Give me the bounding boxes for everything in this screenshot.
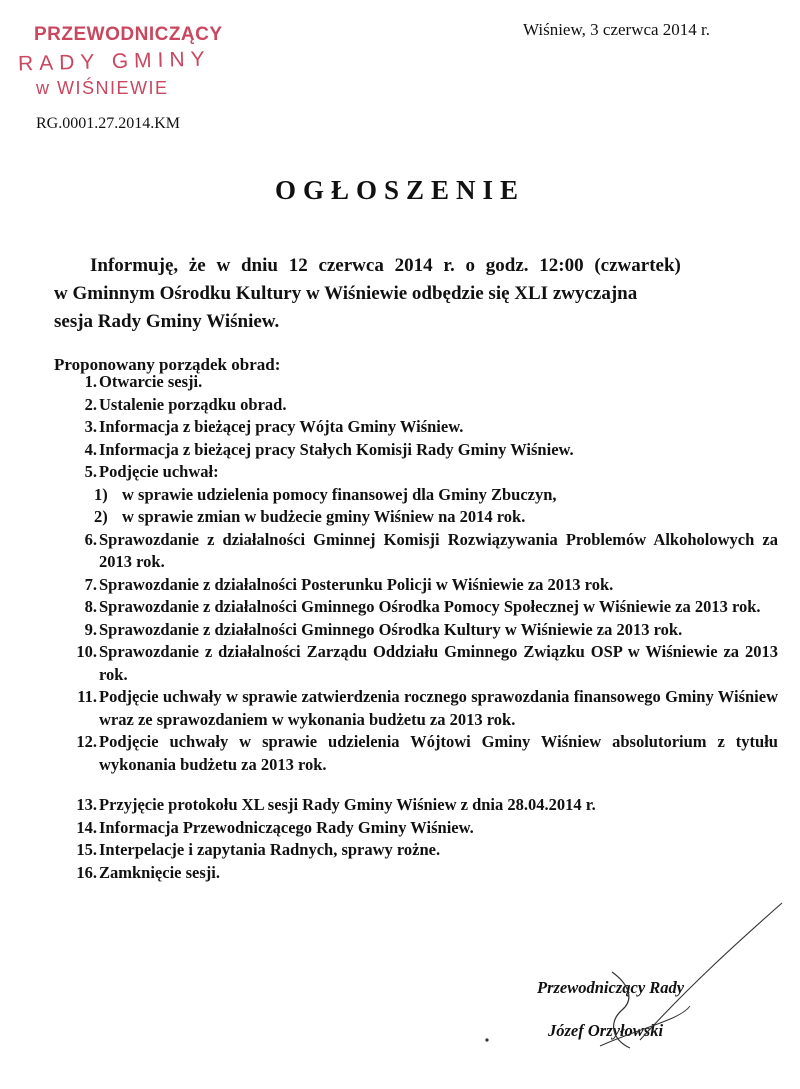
document-date: Wiśniew, 3 czerwca 2014 r. (523, 20, 711, 39)
stamp-line-1: PRZEWODNICZĄCY (34, 24, 223, 45)
agenda-item (54, 794, 778, 817)
agenda-item (54, 439, 778, 462)
announcement-line-3: sesja Rady Gminy Wiśniew. (54, 311, 280, 332)
agenda-item (54, 686, 778, 731)
agenda-item-text: Sprawozdanie z działalności Gminnego Ośrodka Kultury w Wiśniewie za 2013 rok. (99, 619, 683, 639)
agenda-item (54, 862, 778, 885)
agenda-item-number: 10. (76, 642, 97, 661)
agenda-item (54, 529, 778, 574)
agenda-item-number: 15. (76, 840, 97, 859)
agenda-item-text: Podjęcie uchwały w sprawie udzielenia Wójtowi Gminy Wiśniew absolutorium z tytułu wykonania budżetu za 2013 rok. (99, 732, 778, 774)
stamp-line-2: RADY GMINY (17, 47, 211, 76)
agenda-subitem-text: w sprawie udzielenia pomocy finansowej dla Gminy Zbuczyn, (122, 484, 557, 504)
agenda-item-text: Sprawozdanie z działalności Zarządu Oddziału Gminnego Związku OSP w Wiśniewie za 2013 rok. (99, 642, 778, 684)
agenda-subitem-number: 1) (94, 484, 108, 504)
signatory-role: Przewodniczący Rady (537, 978, 685, 997)
agenda-subitem (54, 484, 778, 507)
agenda-item-number: 16. (76, 862, 97, 882)
agenda-item-text: Otwarcie sesji. (99, 372, 203, 391)
agenda-item-number: 2. (84, 394, 97, 414)
announcement-line-2: w Gminnym Ośrodku Kultury w Wiśniewie odbędzie się XLI zwyczajna (54, 283, 638, 304)
agenda-item-text: Przyjęcie protokołu XL sesji Rady Gminy Wiśniew z dnia 28.04.2014 r. (99, 795, 596, 814)
stamp-line-3: w WIŚNIEWIE (36, 78, 169, 98)
agenda-subitem (54, 506, 778, 529)
agenda-item-text: Sprawozdanie z działalności Gminnego Ośrodka Pomocy Społecznej w Wiśniewie za 2013 rok. (99, 597, 761, 616)
agenda-item-number: 8. (84, 597, 97, 616)
agenda-item-text: Podjęcie uchwały w sprawie zatwierdzenia rocznego sprawozdania finansowego Gminy Wiśniew wraz ze sprawozdaniem w wykonania budżetu za 2013 rok. (99, 687, 778, 729)
agenda-item (54, 641, 778, 686)
agenda-item (54, 731, 778, 776)
agenda-item (54, 574, 778, 597)
agenda-item-text: Informacja Przewodniczącego Rady Gminy Wiśniew. (99, 817, 474, 837)
agenda-item-number: 4. (84, 439, 97, 459)
agenda-item-text: Ustalenie porządku obrad. (99, 394, 287, 414)
agenda-item (54, 619, 778, 642)
agenda-item-number: 9. (84, 619, 97, 639)
agenda-item-number: 1. (84, 372, 97, 391)
agenda-item-text: Zamknięcie sesji. (99, 862, 220, 882)
agenda-item-text: Sprawozdanie z działalności Gminnej Komisji Rozwiązywania Problemów Alkoholowych za 2013 rok. (99, 529, 778, 571)
agenda-item-number: 3. (84, 417, 97, 436)
signatory-name: Józef Orzyłowski (548, 1021, 664, 1040)
agenda-item (54, 839, 778, 862)
agenda-item-number: 11. (77, 687, 97, 706)
reference-number: RG.0001.27.2014.KM (36, 115, 181, 132)
announcement-paragraph (54, 252, 776, 336)
agenda-heading: Proponowany porządek obrad: (54, 355, 281, 374)
agenda-item-text: Podjęcie uchwał: (99, 462, 219, 481)
document-title: OGŁOSZENIE (274, 175, 526, 205)
agenda-item (54, 817, 778, 840)
agenda-item-text: Sprawozdanie z działalności Posterunku Policji w Wiśniewie za 2013 rok. (99, 574, 614, 594)
agenda-item (54, 416, 778, 439)
agenda-item-number: 12. (76, 732, 97, 751)
council-stamp (12, 22, 222, 107)
agenda-item-number: 7. (84, 574, 97, 594)
announcement-line-1: Informuję, że w dniu 12 czerwca 2014 r. o godz. 12:00 (czwartek) (90, 255, 681, 276)
agenda-item-text: Interpelacje i zapytania Radnych, sprawy rożne. (99, 840, 441, 859)
agenda-item-text: Informacja z bieżącej pracy Wójta Gminy Wiśniew. (99, 417, 464, 436)
agenda-item-text: Informacja z bieżącej pracy Stałych Komisji Rady Gminy Wiśniew. (99, 439, 574, 459)
agenda-spacer (54, 776, 778, 794)
agenda-subitem-text: w sprawie zmian w budżecie gminy Wiśniew na 2014 rok. (122, 507, 526, 526)
agenda-item-number: 14. (76, 817, 97, 837)
agenda-item (54, 461, 778, 484)
agenda-subitem-number: 2) (94, 507, 108, 526)
agenda-item-number: 6. (84, 529, 97, 549)
agenda-item-number: 5. (84, 462, 97, 481)
agenda-item (54, 394, 778, 417)
agenda-item-number: 13. (76, 795, 97, 814)
agenda-list (54, 371, 778, 884)
agenda-item (54, 596, 778, 619)
agenda-item (54, 371, 778, 394)
